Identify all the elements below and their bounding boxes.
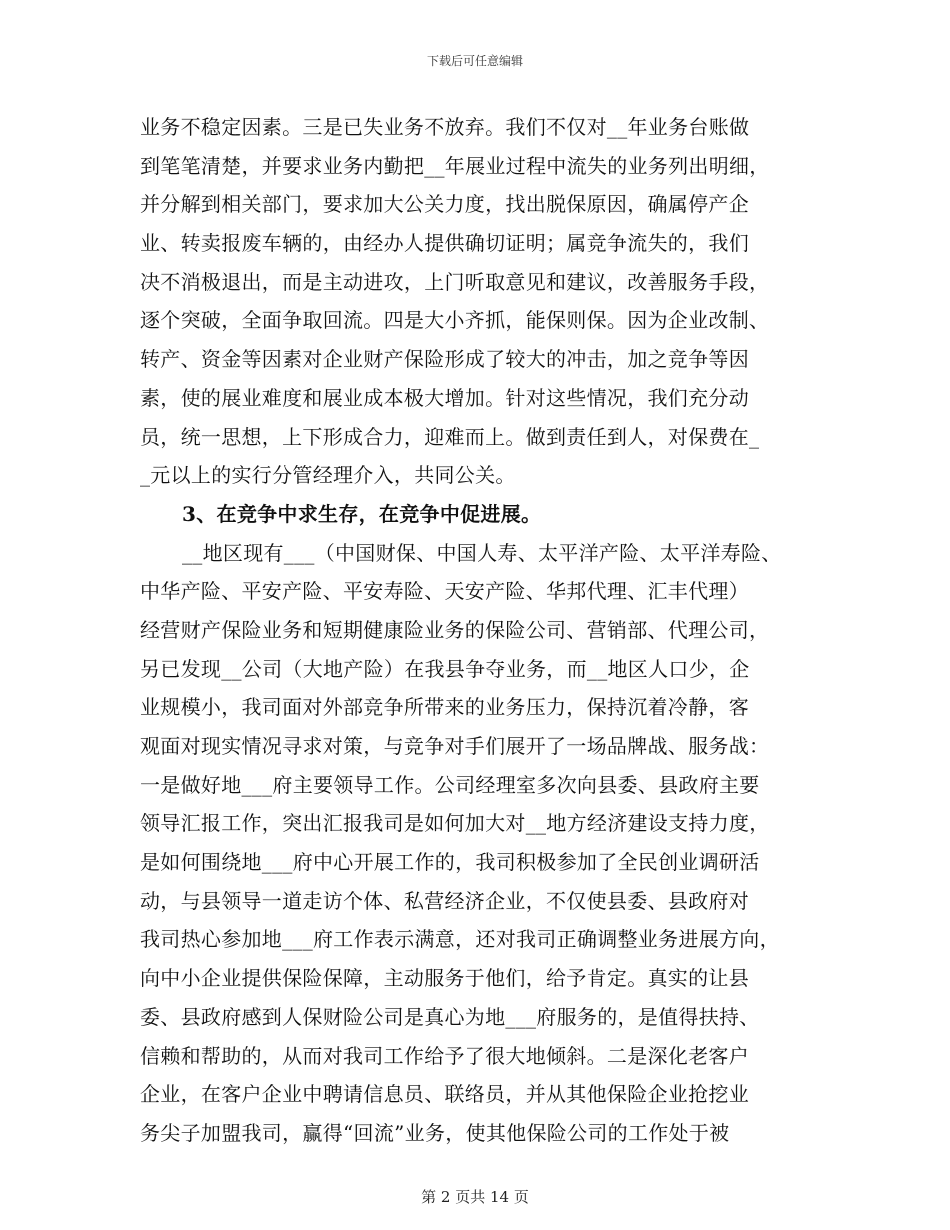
text-line: 中华产险、平安产险、平安寿险、天安产险、华邦代理、汇丰代理） bbox=[140, 579, 749, 604]
text-line: 动，与县领导一道走访个体、私营经济企业，不仅使县委、县政府对 bbox=[140, 888, 749, 913]
text-line: 一是做好地___府主要领导工作。公司经理室多次向县委、县政府主要 bbox=[140, 772, 760, 797]
text-line: 是如何围绕地___府中心开展工作的，我司积极参加了全民创业调研活 bbox=[140, 850, 760, 875]
text-line: 逐个突破，全面争取回流。四是大小齐抓，能保则保。因为企业改制、 bbox=[140, 308, 770, 333]
text-line: 经营财产保险业务和短期健康险业务的保险公司、营销部、代理公司， bbox=[140, 617, 770, 642]
text-line: 决不消极退出，而是主动进攻，上门听取意见和建议，改善服务手段， bbox=[140, 269, 770, 294]
page-header: 下载后可任意编辑 bbox=[426, 54, 523, 68]
text-line: 另已发现__公司（大地产险）在我县争夺业务，而__地区人口少，企 bbox=[140, 656, 750, 681]
text-line: 向中小企业提供保险保障，主动服务于他们，给予肯定。真实的让县 bbox=[140, 966, 749, 991]
text-line: 委、县政府感到人保财险公司是真心为地___府服务的，是值得扶持、 bbox=[140, 1004, 760, 1029]
page-footer: 第 2 页共 14 页 bbox=[421, 1188, 529, 1206]
text-line: __地区现有___（中国财保、中国人寿、太平洋产险、太平洋寿险、 bbox=[182, 540, 782, 565]
text-line: 业务不稳定因素。三是已失业务不放弃。我们不仅对__年业务台账做 bbox=[140, 115, 750, 139]
text-line: 员，统一思想，上下形成合力，迎难而上。做到责任到人，对保费在_ bbox=[140, 424, 760, 449]
text-line: 转产、资金等因素对企业财产保险形成了较大的冲击，加之竞争等因 bbox=[140, 347, 749, 372]
text-line: 务尖子加盟我司，赢得“回流”业务，使其他保险公司的工作处于被 bbox=[140, 1120, 730, 1145]
text-line: 我司热心参加地___府工作表示满意，还对我司正确调整业务进展方向， bbox=[140, 927, 780, 952]
text-line: 企业，在客户企业中聘请信息员、联络员，并从其他保险企业抢挖业 bbox=[140, 1082, 749, 1107]
text-line: 信赖和帮助的，从而对我司工作给予了很大地倾斜。二是深化老客户 bbox=[140, 1043, 749, 1068]
document-body bbox=[140, 108, 840, 1153]
text-line: 业、转卖报废车辆的，由经办人提供确切证明；属竞争流失的，我们 bbox=[140, 231, 749, 256]
text-line: 观面对现实情况寻求对策，与竞争对手们展开了一场品牌战、服务战： bbox=[140, 734, 770, 758]
section-heading: 3、在竞争中求生存，在竞争中促进展。 bbox=[182, 501, 542, 526]
text-line: 到笔笔清楚，并要求业务内勤把__年展业过程中流失的业务列出明细， bbox=[140, 153, 770, 178]
text-line: 领导汇报工作，突出汇报我司是如何加大对__地方经济建设支持力度， bbox=[140, 811, 770, 836]
text-line: 素，使的展业难度和展业成本极大增加。针对这些情况，我们充分动 bbox=[140, 385, 749, 410]
text-line: 业规模小，我司面对外部竞争所带来的业务压力，保持沉着冷静，客 bbox=[140, 695, 749, 720]
text-line: 并分解到相关部门，要求加大公关力度，找出脱保原因，确属停产企 bbox=[140, 192, 749, 217]
text-line: _元以上的实行分管经理介入，共同公关。 bbox=[140, 463, 516, 488]
